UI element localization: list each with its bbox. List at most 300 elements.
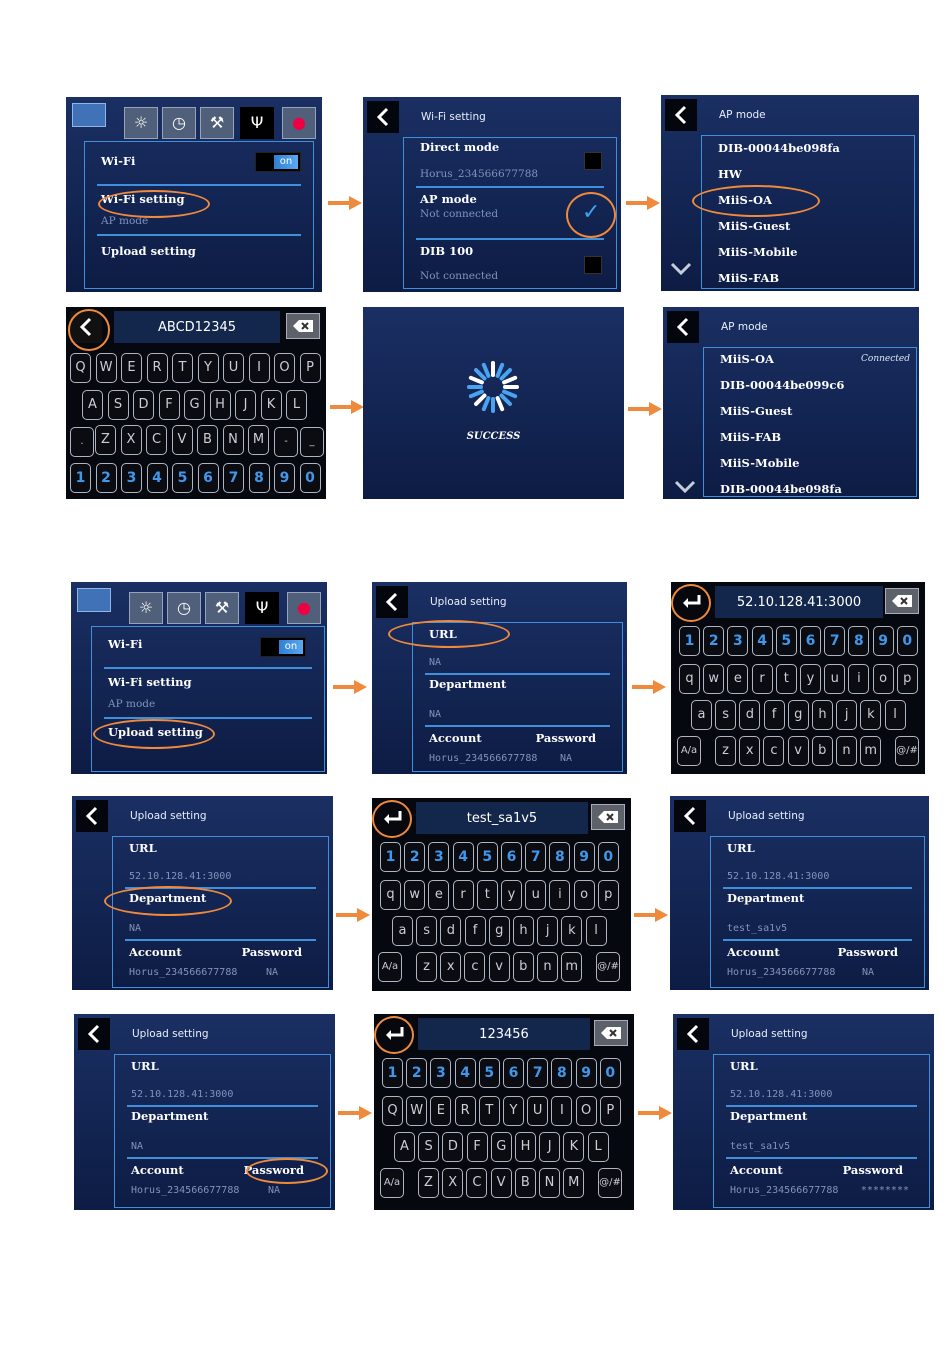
- key[interactable]: z: [416, 952, 437, 982]
- key[interactable]: n: [537, 952, 558, 982]
- key[interactable]: 9: [873, 626, 894, 656]
- password-value: NA: [265, 967, 278, 978]
- ap-item[interactable]: MiiS-FAB: [718, 271, 780, 285]
- key[interactable]: I: [551, 1096, 572, 1126]
- account-value: Horus_234566677788: [129, 967, 238, 978]
- key[interactable]: S: [108, 390, 129, 420]
- ap-item[interactable]: DIB-00044be098fa: [718, 141, 840, 155]
- department-value: NA: [131, 1141, 144, 1152]
- key[interactable]: N: [539, 1168, 560, 1198]
- highlight-ring: [566, 192, 616, 238]
- department-item[interactable]: Department: [131, 1109, 209, 1123]
- key[interactable]: s: [715, 700, 736, 730]
- key[interactable]: q: [380, 880, 401, 910]
- key[interactable]: u: [525, 880, 546, 910]
- wrench-icon[interactable]: ⚒: [200, 107, 234, 139]
- key[interactable]: z: [715, 736, 736, 766]
- key[interactable]: x: [440, 952, 461, 982]
- brightness-icon[interactable]: ☼: [129, 592, 163, 624]
- dib-checkbox[interactable]: [584, 256, 602, 274]
- back-button[interactable]: [677, 1018, 709, 1050]
- key[interactable]: e: [428, 880, 449, 910]
- key[interactable]: K: [261, 390, 282, 420]
- menu-panel: [91, 626, 325, 772]
- key[interactable]: f: [764, 700, 785, 730]
- key[interactable]: C: [466, 1168, 487, 1198]
- key[interactable]: 1: [70, 463, 91, 493]
- wifi-antenna-icon[interactable]: Ψ: [245, 592, 279, 624]
- back-button[interactable]: [667, 311, 699, 343]
- spinner-segment: [484, 365, 489, 376]
- key[interactable]: 7: [223, 463, 244, 493]
- password-input[interactable]: 123456: [418, 1018, 590, 1050]
- spinner-segment: [504, 392, 515, 397]
- url-value: 52.10.128.41:3000: [727, 871, 830, 882]
- key[interactable]: e: [727, 664, 748, 694]
- key[interactable]: R: [147, 353, 168, 383]
- key[interactable]: @/#: [598, 1168, 622, 1198]
- department-item[interactable]: Department: [727, 891, 805, 905]
- key[interactable]: 5: [477, 842, 498, 872]
- key[interactable]: M: [563, 1168, 584, 1198]
- key[interactable]: i: [848, 664, 869, 694]
- flow-arrow: [638, 1106, 672, 1120]
- key[interactable]: A/a: [378, 952, 402, 982]
- key[interactable]: R: [455, 1096, 476, 1126]
- key[interactable]: j: [836, 700, 857, 730]
- key[interactable]: L: [588, 1132, 609, 1162]
- ap-list-connected-screen: [663, 307, 919, 499]
- key[interactable]: P: [300, 353, 321, 383]
- clock-icon[interactable]: ◷: [167, 592, 201, 624]
- department-item[interactable]: Department: [429, 677, 507, 691]
- wifi-label: Wi-Fi: [101, 154, 136, 168]
- key[interactable]: 6: [198, 463, 219, 493]
- key[interactable]: A: [394, 1132, 415, 1162]
- key[interactable]: 0: [600, 1058, 621, 1088]
- key[interactable]: 2: [406, 1058, 427, 1088]
- back-button[interactable]: [367, 101, 399, 133]
- screen-title: Upload setting: [430, 596, 507, 608]
- key[interactable]: 5: [172, 463, 193, 493]
- password-label[interactable]: Password: [837, 945, 898, 959]
- key[interactable]: r: [453, 880, 474, 910]
- password-label[interactable]: Password: [842, 1163, 903, 1177]
- key[interactable]: I: [249, 353, 270, 383]
- back-button[interactable]: [376, 586, 408, 618]
- backspace-icon[interactable]: [286, 313, 320, 339]
- key[interactable]: D: [133, 390, 154, 420]
- ap-mode-item[interactable]: AP mode: [101, 215, 149, 227]
- key[interactable]: d: [739, 700, 760, 730]
- spinner-segment: [471, 392, 482, 397]
- backspace-icon[interactable]: [885, 588, 919, 614]
- key[interactable]: 7: [525, 842, 546, 872]
- wifi-toggle[interactable]: on: [255, 152, 301, 172]
- password-value: NA: [267, 1185, 280, 1196]
- ap-item[interactable]: DIB-00044be098fa: [720, 482, 842, 496]
- highlight-ring: [374, 1016, 414, 1054]
- key[interactable]: 0: [598, 842, 619, 872]
- key[interactable]: Z: [95, 425, 116, 455]
- key[interactable]: 4: [455, 1058, 476, 1088]
- key[interactable]: 1: [679, 626, 700, 656]
- key[interactable]: 8: [551, 1058, 572, 1088]
- key[interactable]: 4: [752, 626, 773, 656]
- key[interactable]: B: [515, 1168, 536, 1198]
- ap-item[interactable]: MiiS-Guest: [720, 404, 793, 418]
- url-value: 52.10.128.41:3000: [730, 1089, 833, 1100]
- key[interactable]: q: [679, 664, 700, 694]
- key[interactable]: 5: [479, 1058, 500, 1088]
- back-button[interactable]: [674, 800, 706, 832]
- backspace-icon[interactable]: [591, 804, 625, 830]
- key[interactable]: 3: [430, 1058, 451, 1088]
- key[interactable]: g: [788, 700, 809, 730]
- account-label[interactable]: Account: [727, 945, 780, 959]
- key[interactable]: p: [598, 880, 619, 910]
- key[interactable]: u: [824, 664, 845, 694]
- department-value: test_sa1v5: [730, 1141, 791, 1152]
- key[interactable]: Q: [70, 353, 91, 383]
- wifi-setting-item[interactable]: Wi-Fi setting: [108, 675, 192, 689]
- key[interactable]: X: [121, 425, 142, 455]
- url-item[interactable]: URL: [131, 1059, 159, 1073]
- password-label[interactable]: Password: [243, 1163, 304, 1177]
- flow-arrow: [336, 908, 370, 922]
- key[interactable]: E: [121, 353, 142, 383]
- password-value: ********: [860, 1185, 909, 1196]
- password-value: NA: [559, 753, 572, 764]
- password-input[interactable]: ABCD12345: [114, 311, 280, 343]
- key[interactable]: 3: [121, 463, 142, 493]
- ap-item[interactable]: MiiS-Mobile: [718, 245, 798, 259]
- chevron-down-icon[interactable]: [669, 261, 693, 281]
- ap-list-panel: [703, 347, 917, 497]
- department-value: test_sa1v5: [727, 923, 788, 934]
- account-label[interactable]: Account: [730, 1163, 783, 1177]
- account-label[interactable]: Account: [131, 1163, 184, 1177]
- success-screen: [363, 307, 624, 499]
- key[interactable]: G: [184, 390, 205, 420]
- key[interactable]: A/a: [677, 736, 701, 766]
- url-value: 52.10.128.41:3000: [131, 1089, 234, 1100]
- success-text: SUCCESS: [466, 431, 521, 442]
- key[interactable]: o: [574, 880, 595, 910]
- spinner-segment: [498, 398, 503, 409]
- upload-panel: [114, 1054, 331, 1208]
- key[interactable]: Z: [418, 1168, 439, 1198]
- screen-title: AP mode: [719, 109, 766, 121]
- upload-panel: [713, 1054, 930, 1208]
- key[interactable]: b: [513, 952, 534, 982]
- back-button[interactable]: [76, 800, 108, 832]
- spinner-segment: [476, 395, 484, 403]
- ap-item[interactable]: DIB-00044be099c6: [720, 378, 845, 392]
- key[interactable]: L: [286, 390, 307, 420]
- upload-setting-item[interactable]: Upload setting: [101, 244, 196, 258]
- key[interactable]: J: [539, 1132, 560, 1162]
- url-item[interactable]: URL: [129, 841, 157, 855]
- key[interactable]: 7: [527, 1058, 548, 1088]
- account-label[interactable]: Account: [429, 731, 482, 745]
- key[interactable]: C: [146, 425, 167, 455]
- key[interactable]: @/#: [895, 736, 919, 766]
- key[interactable]: 0: [897, 626, 918, 656]
- account-value: Horus_234566677788: [727, 967, 836, 978]
- department-value: NA: [429, 709, 442, 720]
- key[interactable]: b: [812, 736, 833, 766]
- upload-setting-screen: [673, 1014, 934, 1210]
- menu-list-icon[interactable]: [77, 588, 111, 612]
- key[interactable]: y: [800, 664, 821, 694]
- key[interactable]: O: [576, 1096, 597, 1126]
- key[interactable]: 9: [574, 842, 595, 872]
- key[interactable]: @/#: [596, 952, 620, 982]
- flow-arrow: [632, 680, 666, 694]
- ap-item[interactable]: MiiS-FAB: [720, 430, 782, 444]
- key[interactable]: n: [836, 736, 857, 766]
- connected-badge: Connected: [861, 354, 910, 364]
- key[interactable]: V: [172, 425, 193, 455]
- screen-title: Upload setting: [130, 810, 207, 822]
- direct-mode-item[interactable]: Direct mode: [420, 140, 500, 154]
- key[interactable]: d: [440, 916, 461, 946]
- screen-title: Wi-Fi setting: [421, 111, 486, 123]
- password-keyboard: [374, 1014, 634, 1210]
- checkmark-icon[interactable]: ✓: [582, 200, 601, 225]
- key[interactable]: 7: [824, 626, 845, 656]
- key[interactable]: v: [489, 952, 510, 982]
- key[interactable]: U: [527, 1096, 548, 1126]
- key[interactable]: 2: [703, 626, 724, 656]
- ap-item[interactable]: MiiS-OA: [720, 352, 774, 366]
- key[interactable]: .: [70, 427, 94, 457]
- highlight-ring: [68, 309, 110, 351]
- upload-setting-screen: [372, 582, 627, 774]
- key[interactable]: O: [274, 353, 295, 383]
- dib-item[interactable]: DIB 100: [420, 244, 474, 258]
- wifi-toggle[interactable]: on: [260, 637, 306, 657]
- key[interactable]: k: [860, 700, 881, 730]
- key[interactable]: 6: [503, 1058, 524, 1088]
- key[interactable]: D: [442, 1132, 463, 1162]
- password-label[interactable]: Password: [535, 731, 596, 745]
- key[interactable]: U: [223, 353, 244, 383]
- account-value: Horus_234566677788: [131, 1185, 240, 1196]
- ap-mode-item[interactable]: AP mode: [420, 192, 477, 206]
- key[interactable]: T: [172, 353, 193, 383]
- key[interactable]: 1: [382, 1058, 403, 1088]
- account-value: Horus_234566677788: [429, 753, 538, 764]
- ap-item[interactable]: MiiS-Mobile: [720, 456, 800, 470]
- password-value: NA: [861, 967, 874, 978]
- key[interactable]: 3: [428, 842, 449, 872]
- key[interactable]: 5: [776, 626, 797, 656]
- key[interactable]: 3: [727, 626, 748, 656]
- spinner-segment: [504, 378, 515, 383]
- url-item[interactable]: URL: [730, 1059, 758, 1073]
- key[interactable]: 2: [96, 463, 117, 493]
- highlight-ring: [93, 719, 215, 749]
- key[interactable]: r: [752, 664, 773, 694]
- key[interactable]: g: [489, 916, 510, 946]
- department-item[interactable]: Department: [129, 891, 207, 905]
- key[interactable]: S: [418, 1132, 439, 1162]
- key[interactable]: w: [404, 880, 425, 910]
- key[interactable]: 6: [501, 842, 522, 872]
- account-label[interactable]: Account: [129, 945, 182, 959]
- upload-setting-screen: [670, 796, 929, 990]
- key[interactable]: E: [430, 1096, 451, 1126]
- wrench-icon[interactable]: ⚒: [205, 592, 239, 624]
- key[interactable]: s: [416, 916, 437, 946]
- department-keyboard: [372, 798, 631, 991]
- key[interactable]: W: [406, 1096, 427, 1126]
- key[interactable]: a: [392, 916, 413, 946]
- key[interactable]: X: [442, 1168, 463, 1198]
- direct-mode-checkbox[interactable]: [584, 152, 602, 170]
- key[interactable]: t: [776, 664, 797, 694]
- key[interactable]: M: [248, 425, 269, 455]
- department-item[interactable]: Department: [730, 1109, 808, 1123]
- upload-setting-item[interactable]: Upload setting: [108, 725, 203, 739]
- department-input[interactable]: test_sa1v5: [416, 802, 588, 834]
- ap-item[interactable]: MiiS-Guest: [718, 219, 791, 233]
- account-value: Horus_234566677788: [730, 1185, 839, 1196]
- key[interactable]: l: [586, 916, 607, 946]
- flow-arrow: [333, 680, 367, 694]
- key[interactable]: K: [563, 1132, 584, 1162]
- key[interactable]: w: [703, 664, 724, 694]
- key[interactable]: i: [549, 880, 570, 910]
- key[interactable]: k: [561, 916, 582, 946]
- url-item[interactable]: URL: [429, 627, 457, 641]
- key[interactable]: h: [812, 700, 833, 730]
- highlight-ring: [98, 190, 210, 218]
- key[interactable]: 2: [404, 842, 425, 872]
- back-button[interactable]: [78, 1018, 110, 1050]
- highlight-ring: [671, 584, 711, 622]
- key[interactable]: 9: [576, 1058, 597, 1088]
- backspace-icon[interactable]: [594, 1020, 628, 1046]
- key[interactable]: V: [491, 1168, 512, 1198]
- ap-item[interactable]: MiiS-OA: [718, 193, 772, 207]
- key[interactable]: f: [465, 916, 486, 946]
- menu-list-icon[interactable]: [72, 103, 106, 127]
- key[interactable]: -: [274, 427, 298, 457]
- spinner-segment: [471, 378, 482, 383]
- spinner-segment: [476, 370, 484, 378]
- flow-arrow: [626, 196, 660, 210]
- key[interactable]: c: [763, 736, 784, 766]
- ap-mode-item[interactable]: AP mode: [108, 698, 156, 710]
- spinner-segment: [498, 365, 503, 376]
- key[interactable]: H: [515, 1132, 536, 1162]
- ap-item[interactable]: HW: [718, 167, 742, 181]
- key[interactable]: 8: [848, 626, 869, 656]
- key[interactable]: t: [477, 880, 498, 910]
- highlight-ring: [388, 620, 510, 648]
- key[interactable]: N: [223, 425, 244, 455]
- key[interactable]: 8: [249, 463, 270, 493]
- key[interactable]: H: [210, 390, 231, 420]
- wifi-label: Wi-Fi: [108, 637, 143, 651]
- color-icon[interactable]: ●: [287, 592, 321, 624]
- key[interactable]: v: [788, 736, 809, 766]
- settings-menu-screen: [71, 582, 327, 774]
- key[interactable]: p: [897, 664, 918, 694]
- key[interactable]: m: [860, 736, 881, 766]
- color-icon[interactable]: ●: [282, 107, 316, 139]
- flow-arrow: [328, 196, 362, 210]
- key[interactable]: A: [82, 390, 103, 420]
- key[interactable]: 9: [274, 463, 295, 493]
- key[interactable]: _: [300, 427, 324, 457]
- key[interactable]: a: [691, 700, 712, 730]
- wifi-antenna-icon[interactable]: Ψ: [240, 107, 274, 139]
- ap-mode-sub: Not connected: [420, 208, 499, 220]
- key[interactable]: G: [491, 1132, 512, 1162]
- wifi-setting-item[interactable]: Wi-Fi setting: [101, 192, 185, 206]
- key[interactable]: m: [561, 952, 582, 982]
- loading-spinner-icon: [465, 359, 521, 415]
- key[interactable]: 6: [800, 626, 821, 656]
- key[interactable]: 4: [453, 842, 474, 872]
- key[interactable]: y: [501, 880, 522, 910]
- key[interactable]: j: [537, 916, 558, 946]
- spinner-segment: [501, 370, 509, 378]
- url-value: 52.10.128.41:3000: [129, 871, 232, 882]
- screen-title: AP mode: [721, 321, 768, 333]
- key[interactable]: Y: [503, 1096, 524, 1126]
- clock-icon[interactable]: ◷: [162, 107, 196, 139]
- key[interactable]: 4: [147, 463, 168, 493]
- key[interactable]: 8: [549, 842, 570, 872]
- spinner-segment: [484, 398, 489, 409]
- key[interactable]: T: [479, 1096, 500, 1126]
- password-label[interactable]: Password: [241, 945, 302, 959]
- key[interactable]: 0: [300, 463, 321, 493]
- key[interactable]: l: [885, 700, 906, 730]
- key[interactable]: A/a: [380, 1168, 404, 1198]
- screen-title: Upload setting: [132, 1028, 209, 1040]
- key[interactable]: x: [739, 736, 760, 766]
- key[interactable]: F: [467, 1132, 488, 1162]
- key[interactable]: P: [600, 1096, 621, 1126]
- key[interactable]: h: [513, 916, 534, 946]
- key[interactable]: Y: [198, 353, 219, 383]
- url-input[interactable]: 52.10.128.41:3000: [715, 586, 883, 618]
- spinner-segment: [501, 395, 509, 403]
- key[interactable]: J: [235, 390, 256, 420]
- key[interactable]: 1: [380, 842, 401, 872]
- flow-arrow: [338, 1106, 372, 1120]
- department-value: NA: [129, 923, 142, 934]
- key[interactable]: Q: [382, 1096, 403, 1126]
- key[interactable]: W: [96, 353, 117, 383]
- key[interactable]: o: [873, 664, 894, 694]
- key[interactable]: F: [159, 390, 180, 420]
- key[interactable]: B: [197, 425, 218, 455]
- url-value: NA: [429, 657, 442, 668]
- upload-panel: [710, 836, 925, 988]
- key[interactable]: c: [464, 952, 485, 982]
- back-button[interactable]: [665, 99, 697, 131]
- chevron-down-icon[interactable]: [673, 479, 697, 499]
- brightness-icon[interactable]: ☼: [124, 107, 158, 139]
- url-item[interactable]: URL: [727, 841, 755, 855]
